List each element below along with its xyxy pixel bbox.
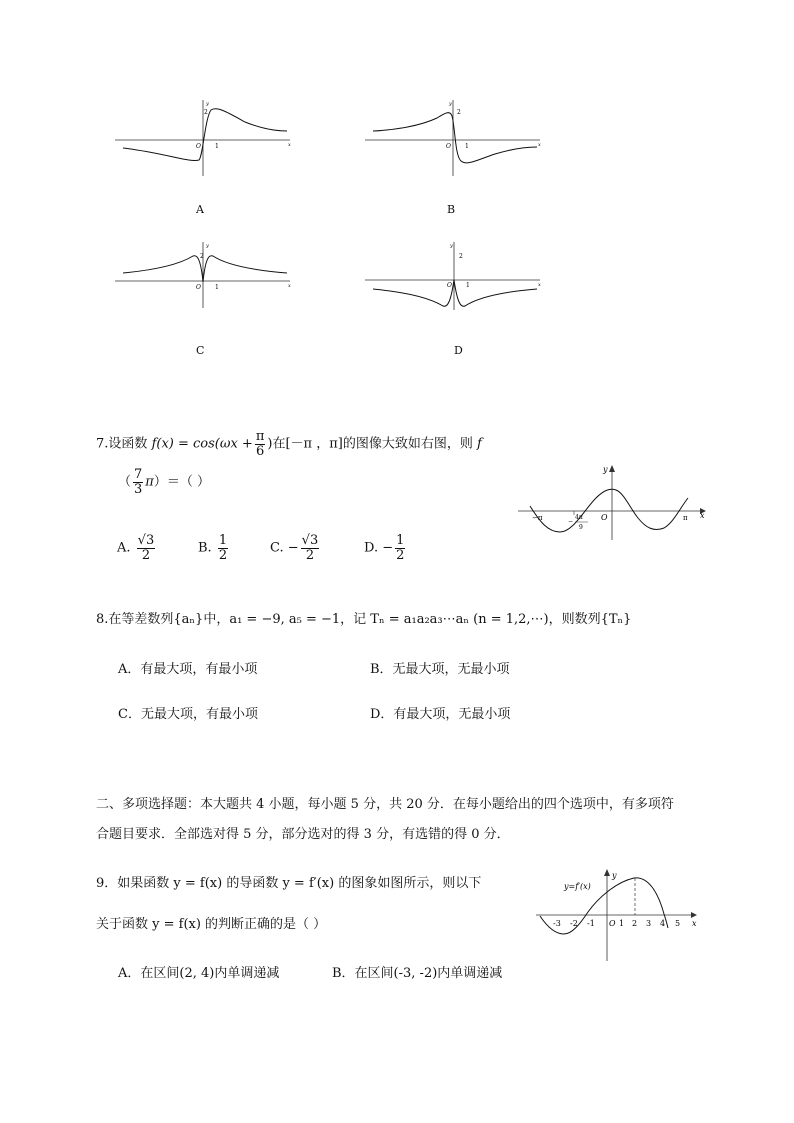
x-tick-1: 1 xyxy=(465,143,469,150)
y-axis-label: y xyxy=(612,871,617,880)
tick-5: 5 xyxy=(675,919,681,928)
y-tick-2: 2 xyxy=(459,253,463,260)
origin-label: O xyxy=(601,513,608,522)
origin-label: O xyxy=(446,143,451,150)
y-tick-2: 2 xyxy=(204,109,208,116)
q9-line2: 关于函数 y = f(x) 的判断正确的是（ ） xyxy=(96,917,327,932)
q7-range: 在[－π ，π]的图像大致如右图，则 xyxy=(272,436,473,452)
x-tick-1: 1 xyxy=(215,284,219,291)
x-tick-1: 1 xyxy=(466,282,470,289)
tick-neg1: -1 xyxy=(587,919,595,928)
tick-1: 1 xyxy=(619,919,625,928)
y-axis-label: y xyxy=(206,101,209,107)
tick-4pi: 4π xyxy=(575,514,583,521)
q7-paren: ) xyxy=(267,436,273,452)
tick-4: 4 xyxy=(660,919,666,928)
q7-prefix: 设函数 xyxy=(108,436,148,452)
option-c-label[interactable]: C xyxy=(196,344,205,357)
q9-option-b[interactable]: B．在区间(-3, -2)内单调递减 xyxy=(332,966,503,981)
y-axis-label: y xyxy=(206,243,209,249)
y-tick-2: 2 xyxy=(200,253,204,260)
q9-derivative-graph xyxy=(536,866,706,966)
q7-seven-thirds: $\frac{7}{3}$ xyxy=(134,467,143,497)
section2-line2: 合题目要求．全部选对得 5 分，部分选对的得 3 分，有选错的得 0 分． xyxy=(96,827,510,842)
x-axis-label: x xyxy=(538,142,541,148)
q7-option-a[interactable]: A. $\frac{√3}{2}$ xyxy=(117,533,155,563)
x-tick-1: 1 xyxy=(215,143,219,150)
curve-label: y=f′(x) xyxy=(564,882,591,891)
q8-option-b[interactable]: B．无最大项，无最小项 xyxy=(370,662,510,677)
q7-option-b[interactable]: B. $\frac{1}{2}$ xyxy=(198,533,228,563)
y-axis-label: y xyxy=(450,243,453,249)
neg-pi-label: −π xyxy=(532,514,543,522)
origin-label: O xyxy=(196,143,201,150)
q7-pi-over-6: $\frac{\pi}{6}$ xyxy=(255,429,265,459)
q8-option-a[interactable]: A．有最大项，有最小项 xyxy=(118,662,258,677)
q7-stem xyxy=(96,430,482,458)
origin-label: O xyxy=(196,284,201,291)
q7-number: 7. xyxy=(96,436,109,452)
section2-line1: 二、多项选择题：本大题共 4 小题，每小题 5 分，共 20 分．在每小题给出的四个选项中，有多项符 xyxy=(96,797,674,812)
q7-option-c[interactable]: C. − $\frac{√3}{2}$ xyxy=(270,533,319,563)
tick-neg3: -3 xyxy=(553,919,561,928)
y-axis-label: y xyxy=(449,101,452,107)
x-axis-label: x xyxy=(700,511,705,520)
q7-cosine-graph xyxy=(518,462,708,542)
q7-option-d[interactable]: D. − $\frac{1}{2}$ xyxy=(364,533,405,563)
q7-f: f xyxy=(476,436,482,452)
x-axis-label: x xyxy=(538,282,541,288)
option-b-label[interactable]: B xyxy=(447,203,456,216)
pi-label: π xyxy=(683,514,688,522)
origin-label: O xyxy=(447,282,452,289)
q9-line1: 9．如果函数 y = f(x) 的导函数 y = f′(x) 的图象如图所示，则以下 xyxy=(96,876,482,891)
tick-neg2: -2 xyxy=(570,919,578,928)
option-d-label[interactable]: D xyxy=(454,344,463,357)
option-a-label[interactable]: A xyxy=(196,203,204,216)
q9-option-a[interactable]: A．在区间(2, 4)内单调递减 xyxy=(118,966,280,981)
graph-c xyxy=(115,240,295,310)
tick-3: 3 xyxy=(646,919,652,928)
y-axis-label: y xyxy=(603,465,608,474)
x-axis-label: x xyxy=(288,283,291,289)
x-axis-label: x xyxy=(692,919,697,928)
tick-2: 2 xyxy=(632,919,638,928)
x-axis-label: x xyxy=(288,142,291,148)
q8-stem: 8.在等差数列{aₙ}中，a₁ = −9, a₅ = −1，记 Tₙ = a₁a₂a₃⋯aₙ (n = 1,2,⋯)，则数列{Tₙ} xyxy=(96,612,632,627)
q7-function: f(x) = cos(ωx + xyxy=(151,436,253,452)
graph-b xyxy=(365,98,545,178)
y-tick-2: 2 xyxy=(457,109,461,116)
graph-d xyxy=(365,240,545,312)
tick-sign: − xyxy=(568,518,574,525)
graph-a xyxy=(115,98,295,178)
origin-label: O xyxy=(609,919,616,928)
q8-option-d[interactable]: D．有最大项，无最小项 xyxy=(370,707,511,722)
q7-argument: （ $\frac{7}{3}$ π）＝（ ） xyxy=(118,467,210,497)
q8-option-c[interactable]: C．无最大项，有最小项 xyxy=(118,707,258,722)
tick-9: 9 xyxy=(579,524,583,531)
